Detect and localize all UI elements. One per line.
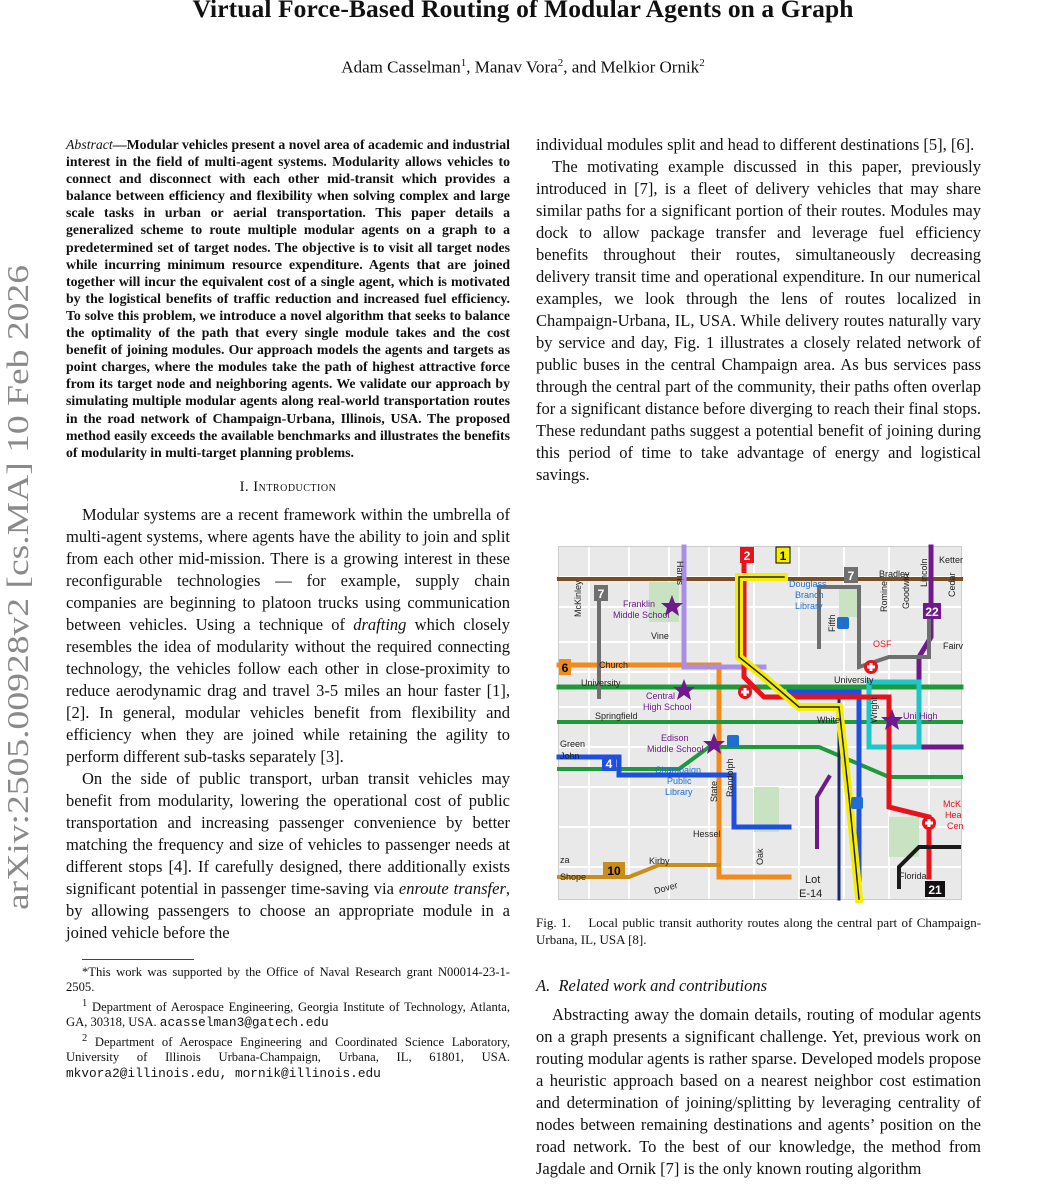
left-column — [66, 136, 510, 1081]
footnote-2: $^2$ Department of Aerospace Engineering and Coordinated Science Laboratory, University of Illinois Urbana-Champaign, Urbana, IL, 61801, USA. mkvora2@illinois.edu, mornik@illinois.edu — [66, 1032, 510, 1081]
author-affiliation: 2 — [557, 57, 564, 69]
street-label: White — [817, 715, 841, 725]
place-label: Hea — [945, 810, 962, 820]
figure-caption — [536, 915, 981, 948]
street-label: Green — [560, 739, 586, 749]
street-label: McKinley — [573, 580, 583, 617]
place-label: Branch — [795, 590, 824, 600]
footnote-divider — [82, 959, 194, 960]
arxiv-id: arXiv:2505.00928v2 [cs.MA] 10 Feb 2026 — [1, 386, 35, 910]
intro-paragraph-1: Modular systems are a recent framework within the umbrella of multi-agent systems, where agents have the ability to join and split from each other mid-mission. There is a growing interest in these reconfigurable technologies — for example, supply chain companies are beginning to platoon trucks using communication between vehicles. Using a technique of drafting which closely resembles the idea of modularity without the required connecting technology, the vehicles follow each other in close-proximity to reduce aerodynamic drag and travel 3-5 miles an hour faster [1], [2]. In general, modular vehicles benefit from flexibility and efficiency when they are joined while retaining the agility to perform different sub-tasks separately [3]. — [66, 504, 510, 766]
abstract-text: Modular vehicles present a novel area of academic and industrial interest in the field of multi-agent systems. Modularity allows vehicles to connect and disconnect with each other mid-transit which provides a balance between efficiency and flexibility when solving complex and large scale tasks in urban or aerial transportation. This paper details a generalized scheme to route multiple modular agents on a graph to a predetermined set of target nodes. The objective is to visit all target nodes while incurring minimum resource expenditure. Agents that are joined together will incur the equivalent cost of a single agent, which is motivated by the logistical benefits of traffic reduction and increased fuel efficiency. To solve this problem, we introduce a novel algorithm that seeks to balance the optimality of the path that every single module takes and the cost benefit of joining modules. Our approach models the agents and targets as point charges, where the modules take the path of highest attractive force from its target node and neighboring agents. We validate our approach by simulating multiple modular agents along real-world transportation routes in the road network of Champaign-Urbana, Illinois, USA. The proposed method easily exceeds the available benchmarks and illustrates the benefits of modularity in multi-target planning problems. — [66, 137, 510, 460]
street-label: Lot — [805, 874, 821, 886]
street-label: University — [581, 678, 621, 688]
street-label: Randolph — [725, 758, 735, 797]
place-label: Uni High — [903, 711, 938, 721]
email-link[interactable]: acasselman3@gatech.edu — [159, 1015, 329, 1031]
street-label: Hessel — [693, 829, 721, 839]
street-label: E-14 — [799, 888, 823, 900]
place-label: Middle School — [613, 610, 670, 620]
street-label: University — [834, 675, 874, 685]
street-label: Harris — [675, 561, 685, 585]
route-badge: 21 — [928, 883, 942, 897]
route-badge: 10 — [607, 864, 621, 878]
section-title: Introduction — [253, 478, 337, 495]
street-label: Fairv — [943, 641, 963, 651]
transit-map-figure — [558, 546, 962, 900]
author-affiliation: 1 — [460, 57, 467, 69]
street-label: Wright — [869, 697, 879, 723]
author-name: Manav Vora — [474, 57, 558, 77]
emphasis: enroute transfer — [398, 878, 506, 898]
street-label: Shope — [560, 872, 587, 882]
place-label: Champaign — [655, 765, 702, 775]
street-label: Lincoln — [919, 558, 929, 587]
email-link[interactable]: mkvora2@illinois.edu, mornik@illinois.edu — [66, 1065, 381, 1081]
caption-label: Fig. 1. — [536, 915, 571, 930]
place-label: Middle School — [647, 744, 704, 754]
route-badge: 6 — [561, 661, 569, 675]
author-separator: , — [466, 57, 475, 77]
arxiv-stamp — [2, 262, 34, 912]
street-label: John — [560, 751, 580, 761]
street-label: Oak — [755, 848, 765, 865]
paper-title: Virtual Force-Based Routing of Modular Agents on a Graph — [192, 0, 854, 23]
related-paragraph: Abstracting away the domain details, routing of modular agents on a graph presents a significant challenge. Yet, previous work on routing modular agents is rather sparse. Developed models propose a heuristic approach based on a nearest neighbor cost estimation and determination of joining/splitting by leveraging centrality of nodes between remaining destinations and agents’ position on the road network. To the best of our knowledge, the method from Jagdale and Ornik [7] is the only known routing algorithm — [536, 1005, 981, 1178]
route-badge: 7 — [597, 587, 605, 601]
related-work — [536, 1004, 981, 1180]
footnote-1: $^1$ Department of Aerospace Engineering, Georgia Institute of Technology, Atlanta, GA, 30318, USA. acasselman3@gatech.edu — [66, 997, 510, 1031]
street-label: Fifth — [827, 614, 837, 632]
street-label: Vine — [651, 631, 669, 641]
emphasis: drafting — [353, 614, 407, 634]
subsection-heading: A. Related work and contributions — [536, 976, 767, 995]
street-label: State — [709, 780, 719, 802]
street-label: Kirby — [649, 856, 670, 866]
paragraph-continued: individual modules split and head to different destinations [5], [6]. — [536, 135, 975, 154]
place-label: Cen — [947, 821, 964, 831]
place-label: Library — [795, 601, 823, 611]
street-label: Springfield — [595, 711, 638, 721]
street-label: Church — [599, 660, 629, 670]
street-label: za — [560, 855, 570, 865]
author-affiliation: 2 — [699, 57, 705, 69]
section-number: I. — [239, 478, 250, 495]
caption-text: Local public transit authority routes along the central part of Champaign-Urbana, IL, USA [8]. — [536, 915, 982, 947]
abstract-label: Abstract — [66, 137, 113, 152]
right-column — [536, 134, 981, 486]
transit-map — [559, 547, 964, 900]
place-label: Franklin — [623, 599, 656, 609]
route-badge: 2 — [743, 549, 751, 563]
place-label: High School — [643, 702, 692, 712]
place-label: McK — [943, 799, 961, 809]
route-badge: 1 — [779, 549, 787, 563]
place-label: Central — [646, 691, 676, 701]
place-label: Library — [665, 787, 693, 797]
street-label: Florida — [899, 871, 927, 881]
author-name: Melkior Ornik — [600, 57, 700, 77]
abstract: Abstract—Modular vehicles present a novel area of academic and industrial interest in the field of multi-agent systems. Modularity allows vehicles to connect and disconnect with each other mid-transit which provides a balance between efficiency and flexibility when solving complex and large scale tasks in urban or aerial transportation. This paper details a generalized scheme to route multiple modular agents on a graph to a predetermined set of target nodes. The objective is to visit all target nodes while incurring minimum resource expenditure. Agents that are joined together will incur the equivalent cost of a single agent, which is motivated by the logistical benefits of traffic reduction and increased fuel efficiency. To solve this problem, we introduce a novel algorithm that seeks to balance the optimality of the path that every single module takes and the cost benefit of joining modules. Our approach models the agents and targets as point charges, where the modules take the path of highest attractive force from its target node and neighboring agents. We validate our approach by simulating multiple modular agents along real-world transportation routes in the road network of Champaign-Urbana, Illinois, USA. The proposed method easily exceeds the available benchmarks and illustrates the benefits of modularity in multi-target planning problems. — [66, 137, 510, 460]
motivating-paragraph: The motivating example discussed in this paper, previously introduced in [7], is a fleet of delivery vehicles that may share similar paths for a significant portion of their routes. Modules may dock to allow package transfer and leverage fuel efficiency benefits throughout their routes, simultaneously decreasing delivery transit time and operational expenditure. In our numerical examples, we look through the lens of routes localized in Champaign-Urbana, IL, USA. While delivery routes naturally vary by service and day, Fig. 1 illustrates a closely related network of public buses in the central Champaign area. As bus services pass through the central part of the community, their paths often overlap for a significant distance before diverging to reach their final stops. These redundant paths suggest a potential benefit of joining during this period of time to take advantage of energy and logistical savings. — [536, 157, 981, 484]
street-label: Goodwin — [901, 573, 911, 609]
street-label: Romine — [879, 580, 889, 612]
place-label: Public — [667, 776, 692, 786]
author-name: Adam Casselman — [341, 57, 461, 77]
street-label: Ketter — [939, 555, 964, 565]
street-label: Bradley — [879, 569, 910, 579]
street-label: Cedar — [947, 572, 957, 597]
place-label: Douglass — [789, 579, 827, 589]
footnote-support: *This work was supported by the Office of Naval Research grant N00014-23-1-2505. — [66, 964, 510, 995]
author-list — [0, 57, 1046, 78]
route-badge: 4 — [605, 757, 613, 771]
place-label: OSF — [873, 639, 892, 649]
route-badge: 22 — [925, 605, 939, 619]
section-heading — [66, 479, 510, 496]
intro-paragraph-2: On the side of public transport, urban transit vehicles may benefit from modularity, lowering the operational cost of public transportation and increasing passenger convenience by better matching the frequency and size of vehicles to passenger needs at different stops [4]. If carefully designed, there additionally exists significant potential in passenger time-saving via enroute transfer, by allowing passengers to choose an appropriate module in a joined vehicle before the — [66, 768, 510, 942]
author-separator: , and — [563, 57, 601, 77]
place-label: Edison — [661, 733, 689, 743]
route-badge: 7 — [847, 569, 855, 583]
street-label: Dover — [652, 880, 679, 896]
